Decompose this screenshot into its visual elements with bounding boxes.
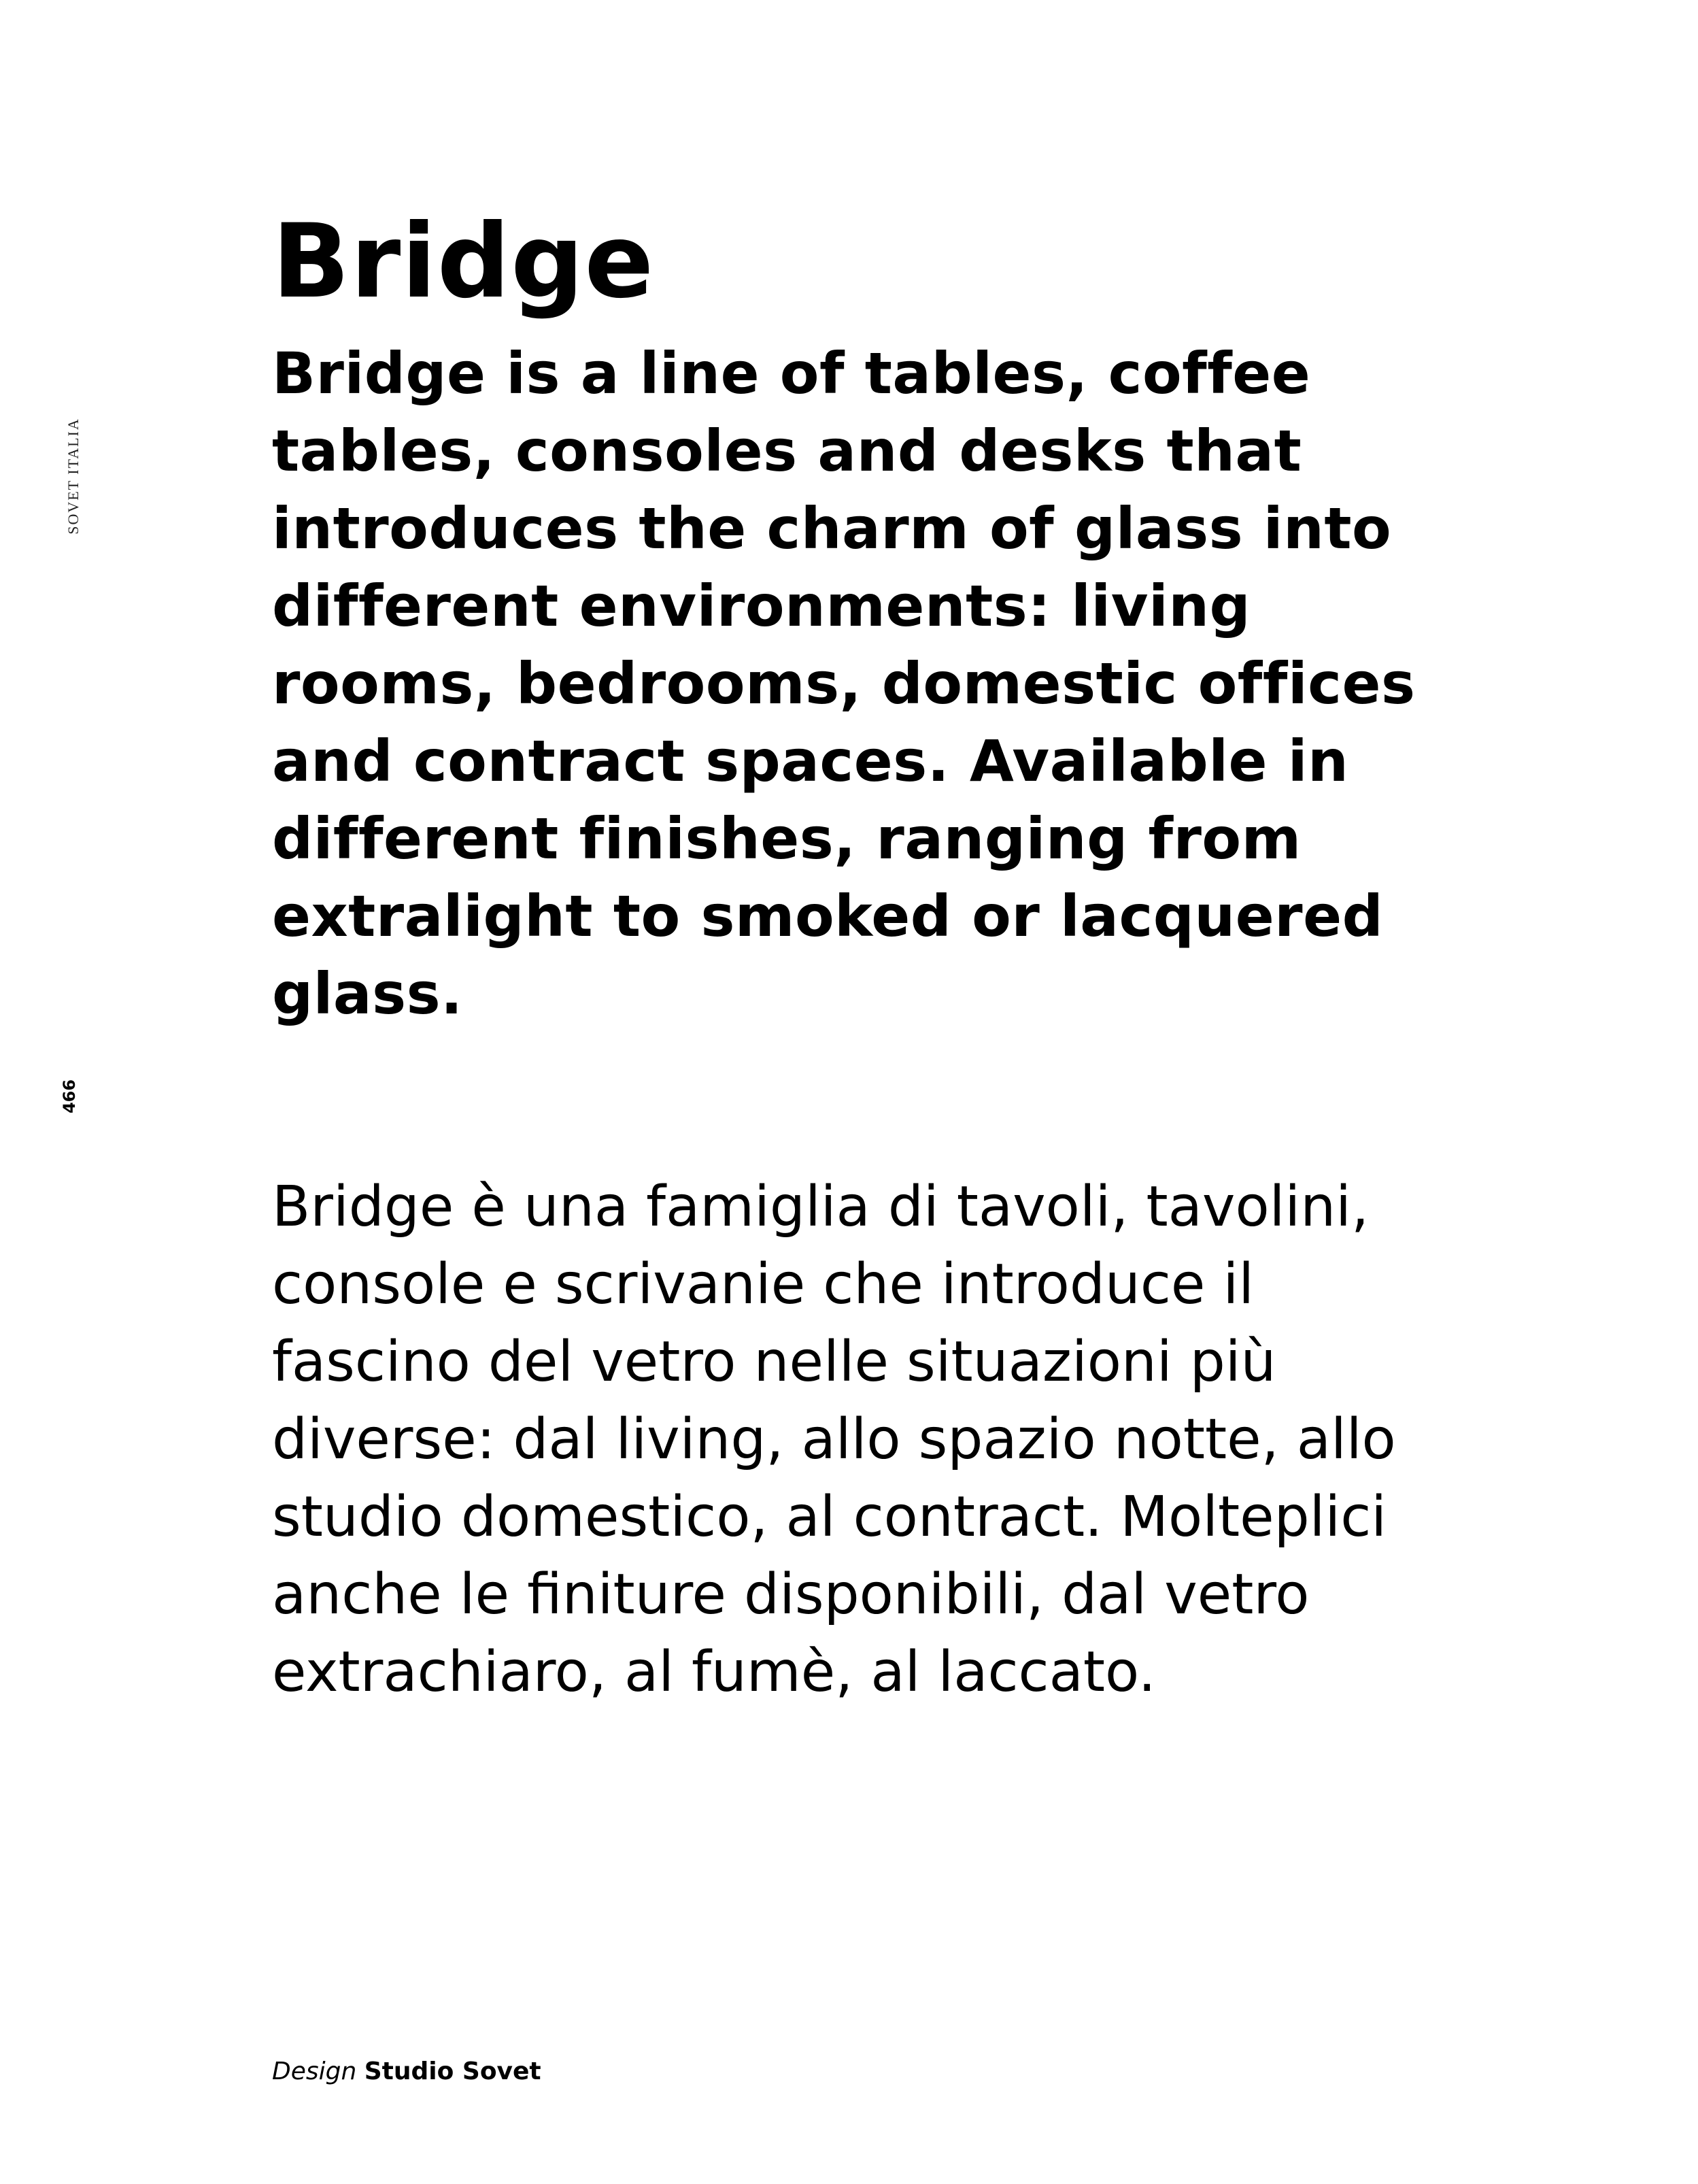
page-title: Bridge	[272, 203, 655, 321]
lead-paragraph-english: Bridge is a line of tables, coffee tables, consoles and desks that introduces the charm of glass into different environments: living rooms, bedrooms, domestic offices and contract spaces. Available in different finishes, ranging from extralight to smoked or lacquered glass.	[272, 340, 1416, 1027]
design-credit	[272, 2057, 541, 2087]
design-credit-prefix: Design	[272, 2057, 357, 2085]
brand-label: SOVET ITALIA	[65, 418, 82, 535]
main-content	[272, 197, 1469, 1711]
design-credit-studio: Studio Sovet	[364, 2057, 541, 2085]
page-number: 466	[60, 1079, 79, 1114]
body-paragraph-italian: Bridge è una famiglia di tavoli, tavolini, console e scrivanie che introduce il fascino del vetro nelle situazioni più diverse: dal living, allo spazio notte, allo studio domestico, al contract. Molteplici anche le finiture disponibili, dal vetro extrachiaro, al fumè, al laccato.	[272, 1175, 1396, 1704]
